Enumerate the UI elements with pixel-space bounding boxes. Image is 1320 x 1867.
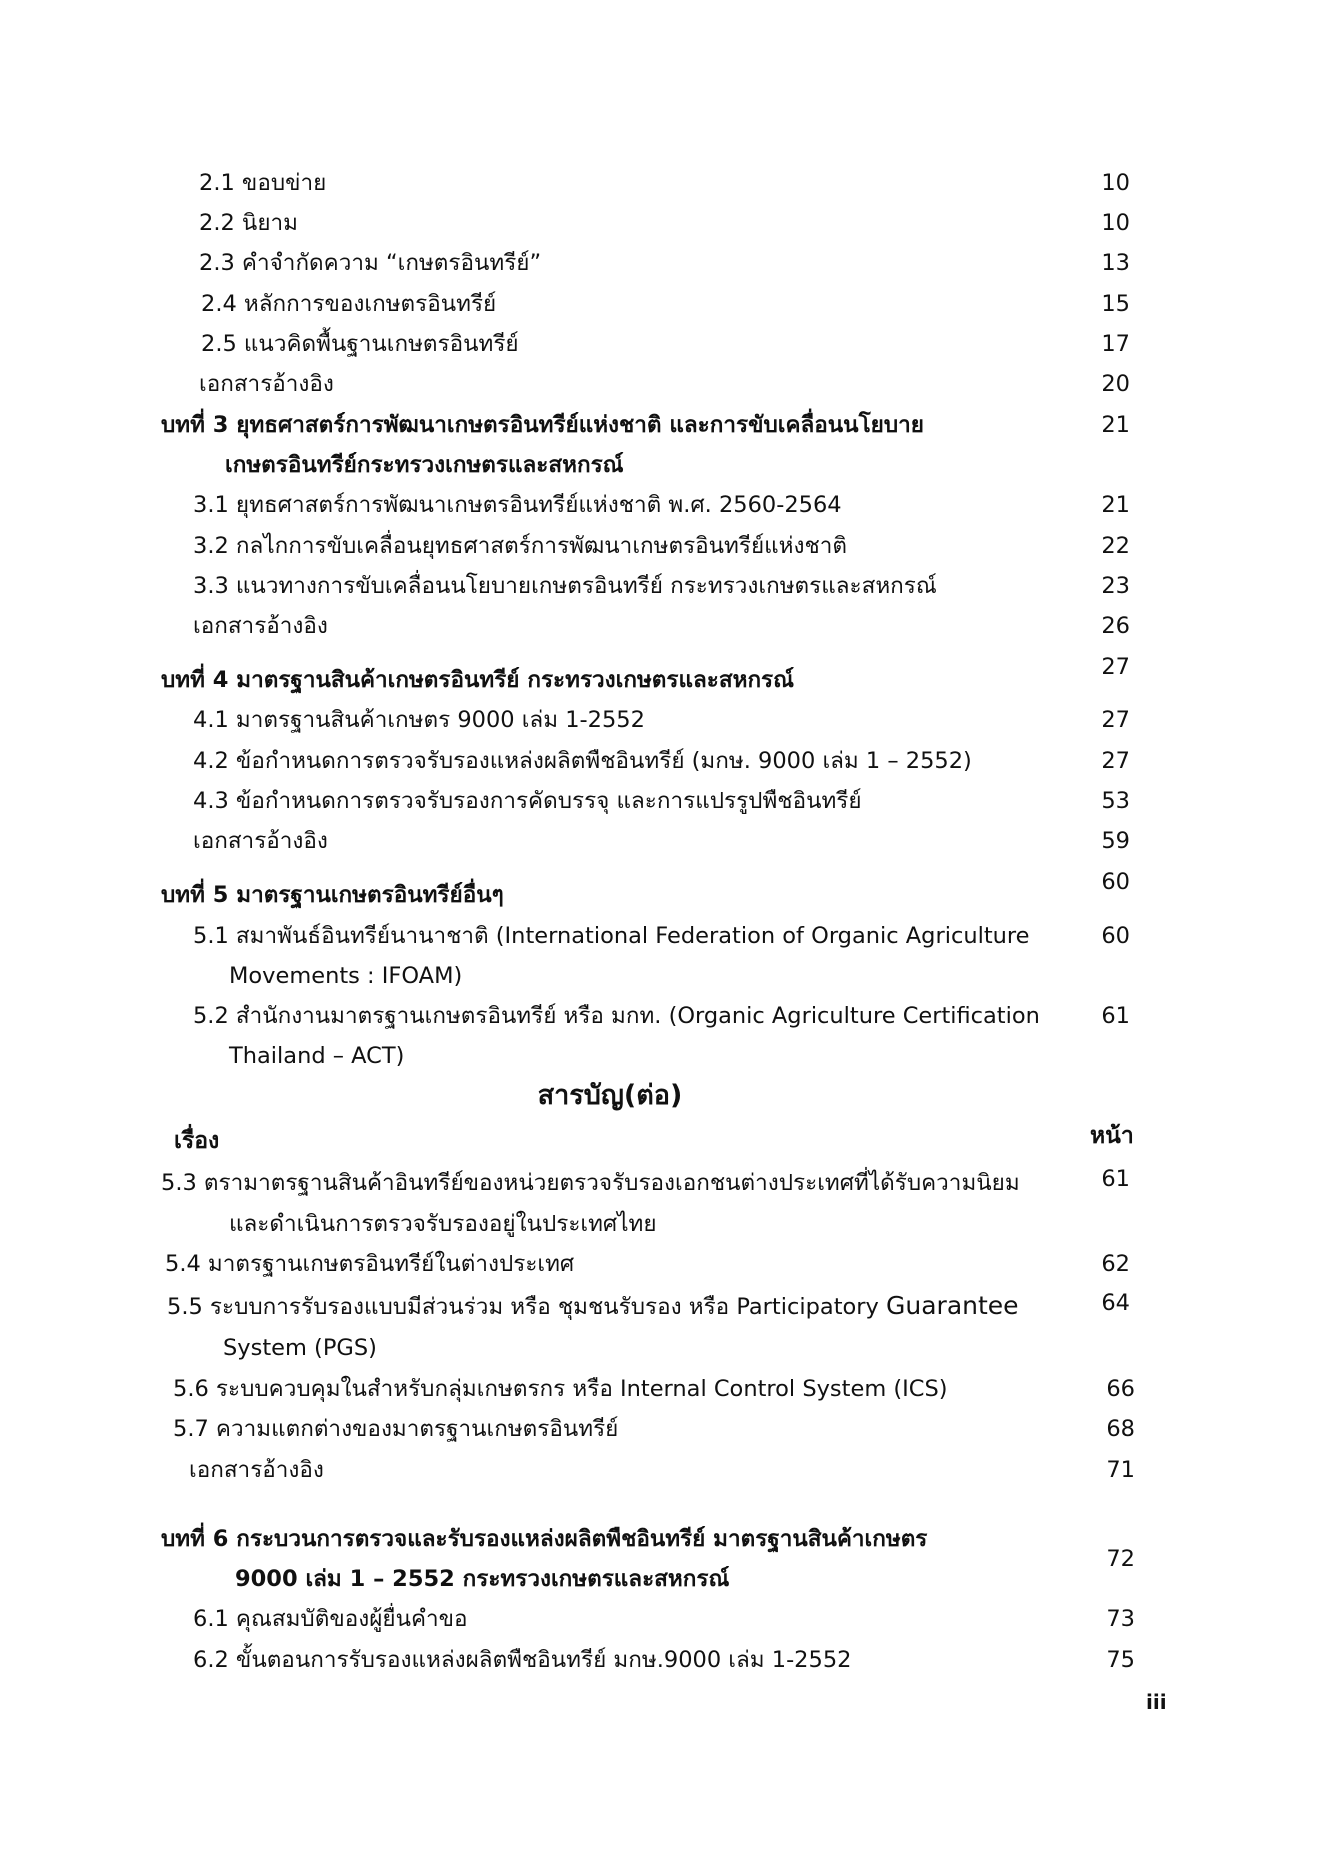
page-number: 72 (1106, 1546, 1135, 1572)
page-number: 75 (1106, 1647, 1135, 1673)
page-number: 60 (1101, 923, 1130, 949)
toc-entry-5-1[interactable]: 5.1 สมาพันธ์อินทรีย์นานาชาติ (International Federation of Organic Agriculture (193, 923, 1030, 949)
page-folio: iii (1146, 1690, 1167, 1714)
toc-entry-6-1[interactable]: 6.1 คุณสมบัติของผู้ยื่นคำขอ (193, 1606, 468, 1632)
column-header-subject: เรื่อง (174, 1128, 220, 1154)
toc-entry-4-1[interactable]: 4.1 มาตรฐานสินค้าเกษตร 9000 เล่ม 1-2552 (193, 707, 645, 733)
toc-entry-4-3[interactable]: 4.3 ข้อกำหนดการตรวจรับรองการคัดบรรจุ และการแปรรูปพืชอินทรีย์ (193, 788, 862, 814)
toc-entry-3-3[interactable]: 3.3 แนวทางการขับเคลื่อนนโยบายเกษตรอินทรีย์ กระทรวงเกษตรและสหกรณ์ (193, 573, 937, 599)
page-number: 21 (1101, 492, 1130, 518)
page-number: 20 (1101, 371, 1130, 397)
page-number: 64 (1101, 1290, 1130, 1316)
toc-chapter-3[interactable]: บทที่ 3 ยุทธศาสตร์การพัฒนาเกษตรอินทรีย์แห่งชาติ และการขับเคลื่อนนโยบาย (161, 412, 924, 438)
toc-entry-2-1[interactable]: 2.1 ขอบข่าย (199, 170, 327, 196)
toc-entry-4-2[interactable]: 4.2 ข้อกำหนดการตรวจรับรองแหล่งผลิตพืชอินทรีย์ (มกษ. 9000 เล่ม 1 – 2552) (193, 748, 972, 774)
toc-entry-3-2[interactable]: 3.2 กลไกการขับเคลื่อนยุทธศาสตร์การพัฒนาเกษตรอินทรีย์แห่งชาติ (193, 533, 847, 559)
page-number: 13 (1101, 250, 1130, 276)
page-number: 21 (1101, 412, 1130, 438)
page-title: สารบัญ(ต่อ) (537, 1080, 683, 1111)
page-number: 66 (1106, 1376, 1135, 1402)
page-number: 17 (1101, 331, 1130, 357)
toc-entry-references-ch3[interactable]: เอกสารอ้างอิง (193, 613, 328, 639)
page-number: 59 (1101, 828, 1130, 854)
toc-chapter-6-cont: 9000 เล่ม 1 – 2552 กระทรวงเกษตรและสหกรณ์ (235, 1566, 730, 1592)
toc-entry-3-1[interactable]: 3.1 ยุทธศาสตร์การพัฒนาเกษตรอินทรีย์แห่งชาติ พ.ศ. 2560-2564 (193, 492, 842, 518)
page-number: 27 (1101, 707, 1130, 733)
page-number: 27 (1101, 748, 1130, 774)
toc-entry-5-5-cont: System (PGS) (223, 1335, 377, 1361)
toc-entry-2-2[interactable]: 2.2 นิยาม (199, 210, 298, 236)
toc-entry-5-6[interactable]: 5.6 ระบบควบคุมในสำหรับกลุ่มเกษตรกร หรือ Internal Control System (ICS) (173, 1376, 948, 1402)
page-number: 22 (1101, 533, 1130, 559)
page-number: 61 (1101, 1003, 1130, 1029)
toc-entry-6-2[interactable]: 6.2 ขั้นตอนการรับรองแหล่งผลิตพืชอินทรีย์ มกษ.9000 เล่ม 1-2552 (193, 1647, 852, 1673)
toc-entry-references-ch2[interactable]: เอกสารอ้างอิง (199, 371, 334, 397)
page-number: 53 (1101, 788, 1130, 814)
page-number: 71 (1106, 1457, 1135, 1483)
page-number: 10 (1101, 170, 1130, 196)
toc-entry-5-2[interactable]: 5.2 สำนักงานมาตรฐานเกษตรอินทรีย์ หรือ มกท. (Organic Agriculture Certification (193, 1003, 1040, 1029)
toc-chapter-3-cont: เกษตรอินทรีย์กระทรวงเกษตรและสหกรณ์ (225, 452, 624, 478)
toc-entry-5-4[interactable]: 5.4 มาตรฐานเกษตรอินทรีย์ในต่างประเทศ (165, 1251, 575, 1277)
page-number: 60 (1101, 869, 1130, 895)
toc-entry-2-3[interactable]: 2.3 คำจำกัดความ “เกษตรอินทรีย์” (199, 250, 542, 276)
page-number: 61 (1101, 1166, 1130, 1192)
toc-entry-5-1-cont: Movements : IFOAM) (229, 963, 463, 989)
page-number: 26 (1101, 613, 1130, 639)
toc-entry-2-4[interactable]: 2.4 หลักการของเกษตรอินทรีย์ (201, 291, 497, 317)
toc-entry-5-5[interactable] (167, 1291, 1019, 1321)
toc-entry-5-7[interactable]: 5.7 ความแตกต่างของมาตรฐานเกษตรอินทรีย์ (173, 1416, 619, 1442)
toc-chapter-6[interactable]: บทที่ 6 กระบวนการตรวจและรับรองแหล่งผลิตพืชอินทรีย์ มาตรฐานสินค้าเกษตร (161, 1526, 928, 1552)
toc-entry-5-2-cont: Thailand – ACT) (229, 1043, 405, 1069)
page-number: 23 (1101, 573, 1130, 599)
toc-entry-5-3-cont: และดำเนินการตรวจรับรองอยู่ในประเทศไทย (229, 1211, 657, 1237)
page-number: 62 (1101, 1251, 1130, 1277)
page-number: 27 (1101, 654, 1130, 680)
column-header-page: หน้า (1090, 1123, 1134, 1149)
page-number: 73 (1106, 1606, 1135, 1632)
page-number: 15 (1101, 291, 1130, 317)
toc-entry-5-3[interactable]: 5.3 ตรามาตรฐานสินค้าอินทรีย์ของหน่วยตรวจรับรองเอกชนต่างประเทศที่ได้รับความนิยม (161, 1170, 1020, 1196)
toc-entry-references-ch4[interactable]: เอกสารอ้างอิง (193, 828, 328, 854)
toc-chapter-5[interactable]: บทที่ 5 มาตรฐานเกษตรอินทรีย์อื่นๆ (161, 882, 504, 908)
toc-entry-2-5[interactable]: 2.5 แนวคิดพื้นฐานเกษตรอินทรีย์ (201, 331, 519, 357)
toc-entry-5-5-text: 5.5 ระบบการรับรองแบบมีส่วนร่วม หรือ ชุมชนรับรอง หรือ Participatory (167, 1294, 879, 1320)
toc-entry-5-5-text-large: Guarantee (886, 1291, 1019, 1320)
toc-chapter-4[interactable]: บทที่ 4 มาตรฐานสินค้าเกษตรอินทรีย์ กระทรวงเกษตรและสหกรณ์ (161, 667, 795, 693)
page-number: 68 (1106, 1416, 1135, 1442)
page-number: 10 (1101, 210, 1130, 236)
toc-entry-references-ch5[interactable]: เอกสารอ้างอิง (189, 1457, 324, 1483)
